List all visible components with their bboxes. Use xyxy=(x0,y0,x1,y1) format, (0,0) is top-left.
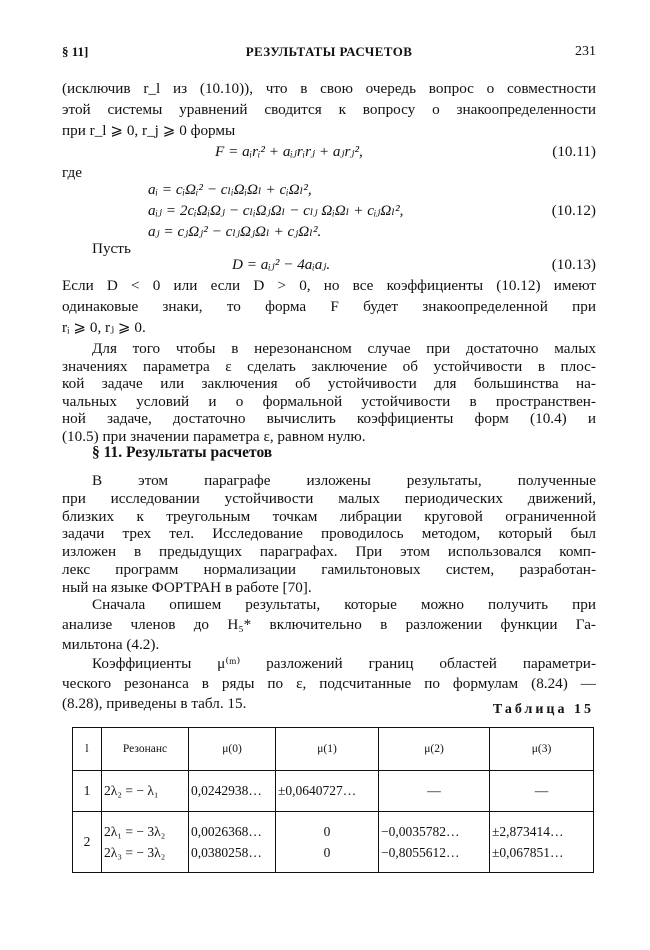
paragraph-line: задачи трех тел. Исследование проводилось методом, который был xyxy=(62,525,596,543)
paragraph-line: одинаковые знаки, то форма F будет знакоопределенной при xyxy=(62,298,596,315)
table-15 xyxy=(72,727,594,873)
paragraph-line: rᵢ ⩾ 0, rⱼ ⩾ 0. xyxy=(62,319,146,336)
section-title: § 11. Результаты расчетов xyxy=(92,444,273,461)
paragraph-line: чальных условий и о формальной устойчивости в пространствен- xyxy=(62,392,596,410)
table-cell-line: 0 xyxy=(323,824,331,839)
table-caption: Таблица 15 xyxy=(492,702,594,717)
intro-line: этой системы уравнений сводится к вопросу о знакоопределенности xyxy=(62,101,596,118)
table-cell-line: 2λ₃ = − 3λ₂ xyxy=(104,845,166,860)
table-header: μ(0) xyxy=(189,728,276,771)
equation-number: (10.11) xyxy=(552,143,596,160)
table-header: μ(2) xyxy=(379,728,490,771)
table-header: μ(3) xyxy=(490,728,594,771)
table-cell: 2λ₂ = − λ₁ xyxy=(102,771,189,812)
table-cell: 0,0242938… xyxy=(189,771,276,812)
paragraph-line: ный на языке ФОРТРАН в работе [70]. xyxy=(62,578,312,596)
table-cell xyxy=(102,812,189,873)
equation-10-13: D = aᵢⱼ² − 4aᵢaⱼ. xyxy=(232,256,331,273)
equation-10-12-line: aⱼ = cⱼΩⱼ² − cₗⱼΩⱼΩₗ + cⱼΩₗ². xyxy=(148,223,322,240)
paragraph-line: Сначала опишем результаты, которые можно получить при xyxy=(92,596,596,613)
table-row xyxy=(73,771,594,812)
paragraph-line: (10.5) при значении параметра ε, равном нулю. xyxy=(62,428,366,445)
table-cell xyxy=(276,812,379,873)
paragraph-line: значениях параметра ε сделать заключение об устойчивости в плос- xyxy=(62,357,596,375)
equation-10-11: F = aᵢrᵢ² + aᵢⱼrᵢrⱼ + aⱼrⱼ², xyxy=(215,143,363,160)
table-cell-line: 0 xyxy=(323,845,331,860)
paragraph-line: ческого резонанса в ряды по ε, подсчитанные по формулам (8.24) — xyxy=(62,675,596,692)
paragraph-line: Коэффициенты μ⁽ᵐ⁾ разложений границ областей параметри- xyxy=(92,655,596,672)
paragraph-line: мильтона (4.2). xyxy=(62,636,160,653)
paragraph-line: (8.28), приведены в табл. 15. xyxy=(62,695,247,712)
equation-10-12-line: aᵢ = cᵢΩᵢ² − cₗᵢΩᵢΩₗ + cᵢΩₗ², xyxy=(148,181,312,198)
intro-line: (исключив r_l из (10.10)), что в свою очередь вопрос о совместности xyxy=(62,80,596,97)
table-cell: ±0,0640727… xyxy=(276,771,379,812)
paragraph-line: лекс программ нормализации гамильтоновых систем, разработан- xyxy=(62,561,596,578)
table-cell-line: 0,0026368… xyxy=(191,824,262,839)
table-row xyxy=(73,812,594,873)
table-cell-line: −0,0035782… xyxy=(381,824,460,839)
equation-number: (10.12) xyxy=(551,202,596,219)
table-cell-line: −0,8055612… xyxy=(381,845,460,860)
table-cell: 1 xyxy=(73,771,102,812)
paragraph-line: при исследовании устойчивости малых периодических движений, xyxy=(62,489,596,507)
table-cell: — xyxy=(379,771,490,812)
table-cell: — xyxy=(490,771,594,812)
table-cell xyxy=(189,812,276,873)
table-cell: 2 xyxy=(73,812,102,873)
equation-10-12-line: aᵢⱼ = 2cᵢΩᵢΩⱼ − cₗᵢΩⱼΩₗ − cₗⱼ ΩᵢΩₗ + cᵢⱼΩₗ², xyxy=(148,202,404,219)
paragraph-line: Для того чтобы в нерезонансном случае при достаточно малых xyxy=(92,340,596,357)
table-header: Резонанс xyxy=(102,728,189,771)
table-cell xyxy=(379,812,490,873)
table-header: l xyxy=(73,728,102,771)
table-header: μ(1) xyxy=(276,728,379,771)
table-cell-line: ±2,873414… xyxy=(492,824,564,839)
table-cell-line: 2λ₁ = − 3λ₂ xyxy=(104,824,166,839)
page-number: 231 xyxy=(575,44,596,59)
table-cell-line: 0,0380258… xyxy=(191,845,262,860)
paragraph-line: близких к треугольным точкам либрации круговой ограниченной xyxy=(62,507,596,525)
paragraph-line: Если D < 0 или если D > 0, но все коэффициенты (10.12) имеют xyxy=(62,277,596,294)
paragraph-line: В этом параграфе изложены результаты, полученные xyxy=(92,472,596,489)
paragraph-line: анализе членов до H₅* включительно в разложении функции Га- xyxy=(62,616,596,633)
paragraph-line: ной задаче, достаточно вычислить коэффициенты форм (10.4) и xyxy=(62,410,596,428)
equation-number: (10.13) xyxy=(551,256,596,273)
intro-line: при r_l ⩾ 0, r_j ⩾ 0 формы xyxy=(62,122,236,139)
table-cell xyxy=(490,812,594,873)
table-cell-line: ±0,067851… xyxy=(492,845,564,860)
where-label: где xyxy=(62,164,82,181)
paragraph-line: изложен в предыдущих параграфах. При этом использовался комп- xyxy=(62,543,596,561)
running-header xyxy=(62,44,596,64)
header-section: § 11] xyxy=(62,44,89,59)
let-label: Пусть xyxy=(92,240,131,257)
paragraph-line: кой задаче или заключения об устойчивости для большинства на- xyxy=(62,375,596,393)
header-title: РЕЗУЛЬТАТЫ РАСЧЕТОВ xyxy=(245,44,413,59)
